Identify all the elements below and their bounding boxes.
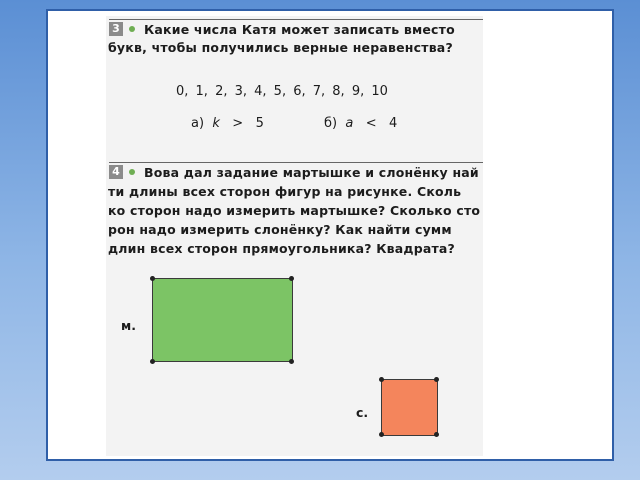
part-a-var: k [212, 116, 220, 131]
task-4-bullet-icon [129, 169, 135, 175]
rectangle-label: м. [121, 318, 136, 333]
square-vertex-br [434, 432, 439, 437]
square-vertex-bl [379, 432, 384, 437]
part-a-label: а) [191, 116, 205, 131]
middle-rule [109, 162, 483, 163]
inequality-a [191, 116, 264, 131]
slide-frame [46, 9, 614, 461]
part-a-op: > [232, 116, 244, 131]
orange-square [381, 379, 438, 436]
square-label: с. [356, 405, 369, 420]
task-4-line-3: ко сторон надо измерить мартышке? Сколько сто [108, 203, 481, 218]
textbook-scan [106, 16, 483, 456]
task-4-line-4: рон надо измерить слонёнку? Как найти сумм [108, 222, 452, 237]
task-3-line-1: Какие числа Катя может записать вместо [144, 22, 455, 37]
top-rule [109, 19, 483, 20]
rect-vertex-tr [289, 276, 294, 281]
inequality-b [324, 116, 397, 131]
green-rectangle [152, 278, 293, 362]
part-b-op: < [365, 116, 377, 131]
task-4-number: 4 [109, 165, 123, 179]
rect-vertex-br [289, 359, 294, 364]
part-b-val: 4 [389, 116, 398, 131]
part-b-var: a [345, 116, 354, 131]
square-vertex-tr [434, 377, 439, 382]
task-3-bullet-icon [129, 26, 135, 32]
number-sequence: 0, 1, 2, 3, 4, 5, 6, 7, 8, 9, 10 [176, 84, 388, 99]
rect-vertex-bl [150, 359, 155, 364]
part-a-val: 5 [255, 116, 264, 131]
square-vertex-tl [379, 377, 384, 382]
rect-vertex-tl [150, 276, 155, 281]
task-3-line-2: букв, чтобы получились верные неравенства? [108, 40, 453, 55]
task-4-line-1: Вова дал задание мартышке и слонёнку най [144, 165, 479, 180]
task-3-number: 3 [109, 22, 123, 36]
part-b-label: б) [324, 116, 338, 131]
task-4-line-2: ти длины всех сторон фигур на рисунке. Сколь [108, 184, 462, 199]
task-4-line-5: длин всех сторон прямоугольника? Квадрата? [108, 241, 456, 256]
